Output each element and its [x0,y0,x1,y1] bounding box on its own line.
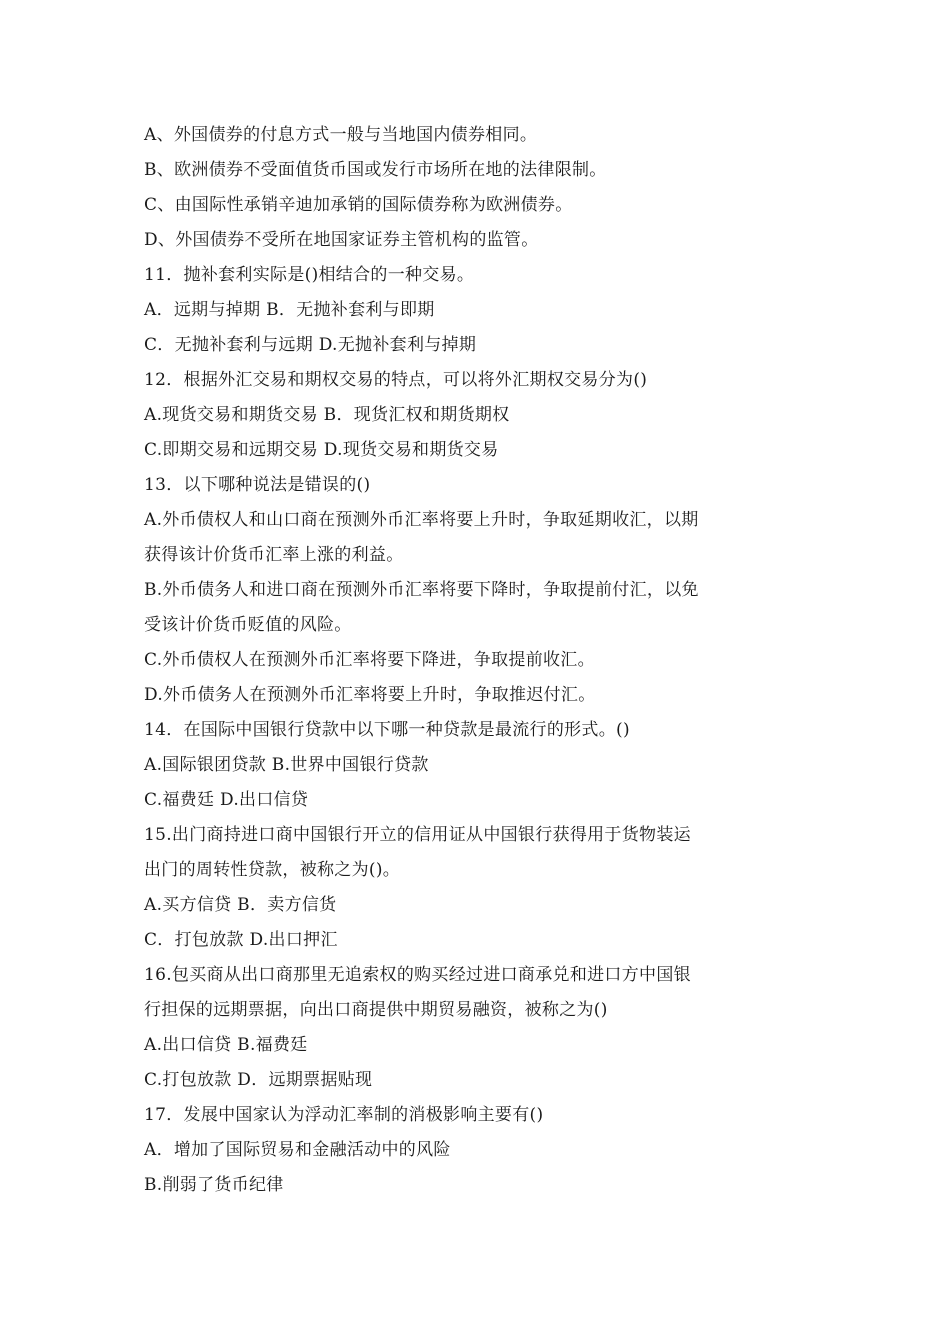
text-line: A．远期与掉期 B．无抛补套利与即期 [144,300,435,320]
text-line: B.削弱了货币纪律 [144,1175,284,1195]
text-line: C、由国际性承销辛迪加承销的国际债券称为欧洲债券。 [144,195,573,215]
text-line: 行担保的远期票据，向出口商提供中期贸易融资，被称之为() [144,1000,608,1020]
question-line: 14．在国际中国银行贷款中以下哪一种贷款是最流行的形式。() [144,720,630,740]
text-line: A.现货交易和期货交易 B．现货汇权和期货期权 [144,405,510,425]
text-line: D、外国债券不受所在地国家证券主管机构的监管。 [144,230,539,250]
question-line: 12．根据外汇交易和期权交易的特点，可以将外汇期权交易分为() [144,370,648,390]
text-line: C.打包放款 D．远期票据贴现 [144,1070,373,1090]
text-line: C.外币债权人在预测外币汇率将要下降进，争取提前收汇。 [144,650,595,670]
text-line: C．打包放款 D.出口押汇 [144,930,338,950]
text-line: C.福费廷 D.出口信贷 [144,790,309,810]
text-line: C．无抛补套利与远期 D.无抛补套利与掉期 [144,335,477,355]
text-line: D.外币债务人在预测外币汇率将要上升时，争取推迟付汇。 [144,685,596,705]
text-line: A.外币债权人和山口商在预测外币汇率将要上升时，争取延期收汇，以期 [144,510,699,530]
text-line: A.买方信贷 B．卖方信货 [144,895,337,915]
text-line: 获得该计价货币汇率上涨的利益。 [144,545,404,565]
text-line: B.外币债务人和进口商在预测外币汇率将要下降时，争取提前付汇，以免 [144,580,699,600]
question-line: 11．抛补套利实际是()相结合的一种交易。 [144,265,475,285]
text-line: A.出口信贷 B.福费廷 [144,1035,308,1055]
text-line: C.即期交易和远期交易 D.现货交易和期货交易 [144,440,499,460]
text-line: A.国际银团贷款 B.世界中国银行贷款 [144,755,429,775]
text-line: 出门的周转性贷款，被称之为()。 [144,860,401,880]
text-line: B、欧洲债券不受面值货币国或发行市场所在地的法律限制。 [144,160,607,180]
text-line: 受该计价货币贬值的风险。 [144,615,352,635]
text-line: A．增加了国际贸易和金融活动中的风险 [144,1140,451,1160]
question-line: 15.出门商持进口商中国银行开立的信用证从中国银行获得用于货物装运 [144,825,691,845]
document-body [144,118,784,1203]
question-line: 13．以下哪种说法是错误的() [144,475,371,495]
text-line: A、外国债券的付息方式一般与当地国内债券相同。 [144,125,538,145]
question-line: 17．发展中国家认为浮动汇率制的消极影响主要有() [144,1105,544,1125]
question-line: 16.包买商从出口商那里无追索权的购买经过进口商承兑和进口方中国银 [144,965,691,985]
